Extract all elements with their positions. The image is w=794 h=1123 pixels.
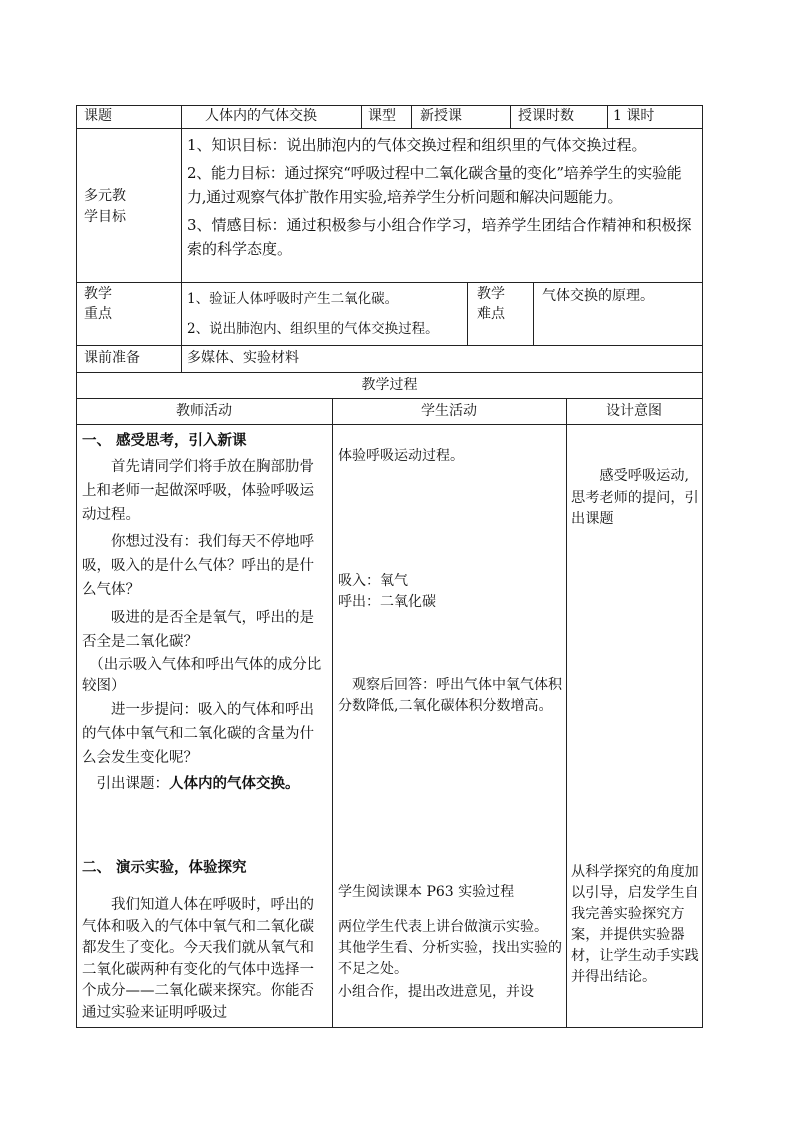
rule-objectives-bottom [76,282,703,283]
prep-label: 课前准备 [84,350,140,366]
difficulty-label: 教学 难点 [477,286,505,322]
hours-value: 1 课时 [613,108,655,124]
section1-teacher-p6 [82,772,326,797]
key-points-list [187,289,465,339]
col-student-activity: 学生活动 [421,403,477,419]
col-design-intent: 设计意图 [606,403,662,419]
section1-teacher-p2: 你想过没有：我们每天不停地呼吸，吸入的是什么气体？呼出的是什么气体？ [82,534,314,598]
rule-label-col [181,128,182,372]
rule-header-2 [361,105,362,128]
section2-student [338,882,562,1003]
section2-heading: 二、 演示实验，体验探究 [82,859,247,876]
rule-focus-bottom [76,345,703,346]
section2-student-3: 其他学生看、分析实验，找出实验的不足之处。 [338,940,562,977]
rule-process-2 [566,398,567,1027]
rule-header-1 [181,105,182,128]
key-points-label: 教学 重点 [84,286,112,322]
rule-column-head-bottom [76,424,703,425]
section1-teacher-p5: 进一步提问：吸入的气体和呼出的气体中氧气和二氧化碳的含量为什么会发生变化呢？ [82,702,314,766]
section2-student-2: 两位学生代表上讲台做演示实验。 [338,919,548,935]
section2-intent: 从科学探究的角度加以引导，启发学生自我完善实验探究方案，并提供实验器材，让学生动手实践并得出结论。 [571,864,699,985]
section1-student-2: 吸入：氧气 呼出：二氧化碳 [338,573,436,610]
objective-ability: 2、能力目标：通过探究“呼吸过程中二氧化碳含量的变化”培养学生的实验能力,通过观察气体扩散作用实验,培养学生分析问题和解决问题能力。 [187,163,682,206]
key-point-1: 1、验证人体呼吸时产生二氧化碳。 [187,291,399,307]
rule-header-5 [607,105,608,128]
topic-label: 课题 [84,108,112,124]
section1-teacher-p6-prefix: 引出课题： [82,775,169,792]
rule-right [702,105,703,1027]
section2-student-1: 学生阅读课本 P63 实验过程 [338,884,515,900]
section1-teacher-p1: 首先请同学们将手放在胸部肋骨上和老师一起做深呼吸，体验呼吸运动过程。 [82,459,314,523]
section1-heading: 一、 感受思考，引入新课 [82,432,247,449]
rule-header-bottom [76,128,703,129]
hours-label: 授课时数 [518,108,574,124]
section1-teacher-p3: 吸进的是否全是氧气，呼出的是否全是二氧化碳？ [82,609,314,650]
type-label: 课型 [368,108,396,124]
section1-teacher-p4: （出示吸入气体和呼出气体的成分比较图） [82,657,322,695]
topic-value: 人体内的气体交换 [205,108,317,124]
rule-focus-1 [467,282,468,345]
section1-teacher [82,456,326,797]
rule-header-3 [411,105,412,128]
rule-process-title-bottom [76,398,703,399]
type-value: 新授课 [420,108,462,124]
rule-prep-bottom [76,372,703,373]
section1-teacher-p6-topic: 人体内的气体交换。 [169,774,300,792]
rule-left [76,105,77,1027]
key-point-2: 2、说出肺泡内、组织里的气体交换过程。 [187,321,439,337]
objective-emotion: 3、情感目标：通过积极参与小组合作学习，培养学生团结合作精神和积极探索的科学态度。 [187,215,692,258]
objectives-list [187,133,699,262]
rule-bottom [76,1027,703,1028]
section1-student-1: 体验呼吸运动过程。 [338,448,464,464]
objective-knowledge: 1、知识目标：说出肺泡内的气体交换过程和组织里的气体交换过程。 [187,136,647,154]
section1-student-3: 观察后回答：呼出气体中氧气体积分数降低,二氧化碳体积分数增高。 [338,677,562,714]
section1-intent: 感受呼吸运动,思考老师的提问，引出课题 [571,468,699,527]
rule-focus-2 [533,282,534,345]
section2-teacher-p1: 我们知道人体在呼吸时，呼出的气体和吸入的气体中氧气和二氧化碳都发生了变化。今天我们就从氧气和二氧化碳两种有变化的气体中选择一个成分——二氧化碳来探究。你能否通过实验来证明呼吸过 [82,897,314,1021]
process-title: 教学过程 [361,377,418,393]
rule-header-4 [510,105,511,128]
prep-value: 多媒体、实验材料 [187,350,299,366]
objectives-label: 多元教 学目标 [84,188,126,225]
section2-student-4: 小组合作，提出改进意见，并设 [338,984,534,1000]
col-teacher-activity: 教师活动 [176,403,232,419]
rule-process-1 [332,398,333,1027]
difficulty-value: 气体交换的原理。 [542,288,654,304]
